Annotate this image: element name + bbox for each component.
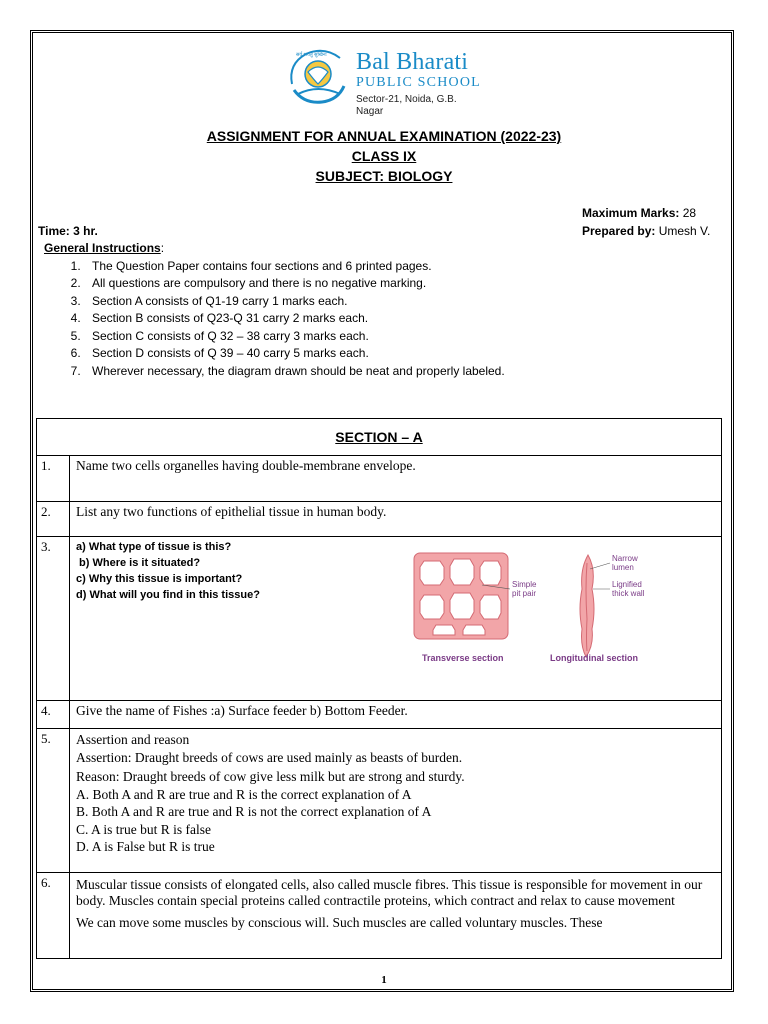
q5-heading: Assertion and reason xyxy=(76,732,190,747)
question-text: Name two cells organelles having double-membrane envelope. xyxy=(70,456,722,502)
instruction-item: 1. The Question Paper contains four sections and 6 printed pages. xyxy=(84,258,694,276)
longitudinal-section-cell xyxy=(580,555,594,657)
question-number: 4. xyxy=(37,701,70,729)
question-content xyxy=(70,729,722,873)
q6-paragraph: We can move some muscles by conscious will. Such muscles are called voluntary muscles. These xyxy=(76,915,603,930)
instruction-item: 5. Section C consists of Q 32 – 38 carry 3 marks each. xyxy=(84,328,694,346)
question-number: 1. xyxy=(37,456,70,502)
school-logo xyxy=(284,44,484,117)
motto-text: सर्व भवतु सुखिनः xyxy=(296,52,327,58)
subject-heading: SUBJECT: BIOLOGY xyxy=(315,168,453,184)
caption-transverse: Transverse section xyxy=(422,653,504,663)
label-pit: Simple xyxy=(512,580,537,589)
prepared-by xyxy=(582,224,710,238)
page-number: 1 xyxy=(381,974,387,986)
prepared-by-label: Prepared by: xyxy=(582,224,656,238)
question-row xyxy=(37,502,722,537)
question-row xyxy=(37,729,722,873)
assignment-title: ASSIGNMENT FOR ANNUAL EXAMINATION (2022-23) xyxy=(206,128,562,144)
q3-part: c) Why this tissue is important? xyxy=(76,573,243,585)
instruction-item: 4. Section B consists of Q23-Q 31 carry 2 marks each. xyxy=(84,310,694,328)
instruction-item: 6. Section D consists of Q 39 – 40 carry 5 marks each. xyxy=(84,345,694,363)
instruction-item: 3. Section A consists of Q1-19 carry 1 marks each. xyxy=(84,293,694,311)
question-row xyxy=(37,537,722,701)
caption-longitudinal: Longitudinal section xyxy=(550,653,638,663)
class-heading: CLASS IX xyxy=(351,148,417,164)
question-content xyxy=(70,537,722,701)
label-pit: pit pair xyxy=(512,589,537,598)
instructions-title: General Instructions xyxy=(44,241,161,255)
instruction-item: 2. All questions are compulsory and there is no negative marking. xyxy=(84,275,694,293)
section-header-row xyxy=(37,419,722,456)
section-title: SECTION – A xyxy=(37,419,722,456)
question-row xyxy=(37,701,722,729)
school-subname: PUBLIC SCHOOL xyxy=(356,75,481,90)
q5-option: A. Both A and R are true and R is the correct explanation of A xyxy=(76,786,412,802)
question-number: 2. xyxy=(37,502,70,537)
question-number: 3. xyxy=(37,537,70,701)
question-row xyxy=(37,456,722,502)
sclerenchyma-diagram xyxy=(410,549,730,679)
school-address: Sector-21, Noida, G.B. Nagar xyxy=(356,94,457,117)
q5-option: D. A is False but R is true xyxy=(76,839,215,854)
max-marks-label: Maximum Marks: xyxy=(582,206,680,220)
label-wall: thick wall xyxy=(612,589,645,598)
question-number: 6. xyxy=(37,873,70,959)
q5-assertion: Assertion: Draught breeds of cows are used mainly as beasts of burden. xyxy=(76,749,463,765)
q3-part: d) What will you find in this tissue? xyxy=(76,589,260,601)
school-emblem-icon xyxy=(284,44,354,112)
time-allowed: Time: 3 hr. xyxy=(38,224,98,238)
q5-option: B. Both A and R are true and R is not the correct explanation of A xyxy=(76,804,432,819)
questions-table xyxy=(36,418,722,959)
question-content xyxy=(70,873,722,959)
q6-paragraph: Muscular tissue consists of elongated cells, also called muscle fibres. This tissue is responsible for movement in our body. Muscles contain special proteins called contractile proteins, which contract and relax to cause movement xyxy=(76,877,703,908)
label-wall: Lignified xyxy=(612,580,642,589)
q3-part: a) What type of tissue is this? xyxy=(76,541,232,553)
q3-part: b) Where is it situated? xyxy=(76,557,201,569)
instruction-item: 7. Wherever necessary, the diagram drawn should be neat and properly labeled. xyxy=(84,363,694,381)
question-text: Give the name of Fishes :a) Surface feeder b) Bottom Feeder. xyxy=(70,701,722,729)
question-text: List any two functions of epithelial tissue in human body. xyxy=(70,502,722,537)
general-instructions: General Instructions: 1. The Question Paper contains four sections and 6 printed pages. 2. All questions are compulsory and there is no negative marking. 3. Section A consists of Q1-19 carry 1 marks each. 4. Section B consists of Q23-Q 31 carry 2 marks each. 5. Section C consists of Q 32 – 38 carry 3 marks each. 6. Section D consists of Q 39 – 40 carry 5 marks each. 7. Wherever necessary, the diagram drawn should be neat and properly labeled. xyxy=(44,240,694,380)
instructions-list xyxy=(44,258,694,381)
school-name: Bal Bharati xyxy=(356,49,469,75)
q5-option: C. A is true but R is false xyxy=(76,821,211,837)
max-marks xyxy=(582,206,696,220)
label-lumen: Narrow xyxy=(612,554,638,563)
question-row xyxy=(37,873,722,959)
max-marks-value: 28 xyxy=(682,206,697,220)
q5-reason: Reason: Draught breeds of cow give less milk but are strong and sturdy. xyxy=(76,769,465,784)
label-lumen: lumen xyxy=(612,563,634,572)
prepared-by-value: Umesh V. xyxy=(658,224,711,238)
question-number: 5. xyxy=(37,729,70,873)
